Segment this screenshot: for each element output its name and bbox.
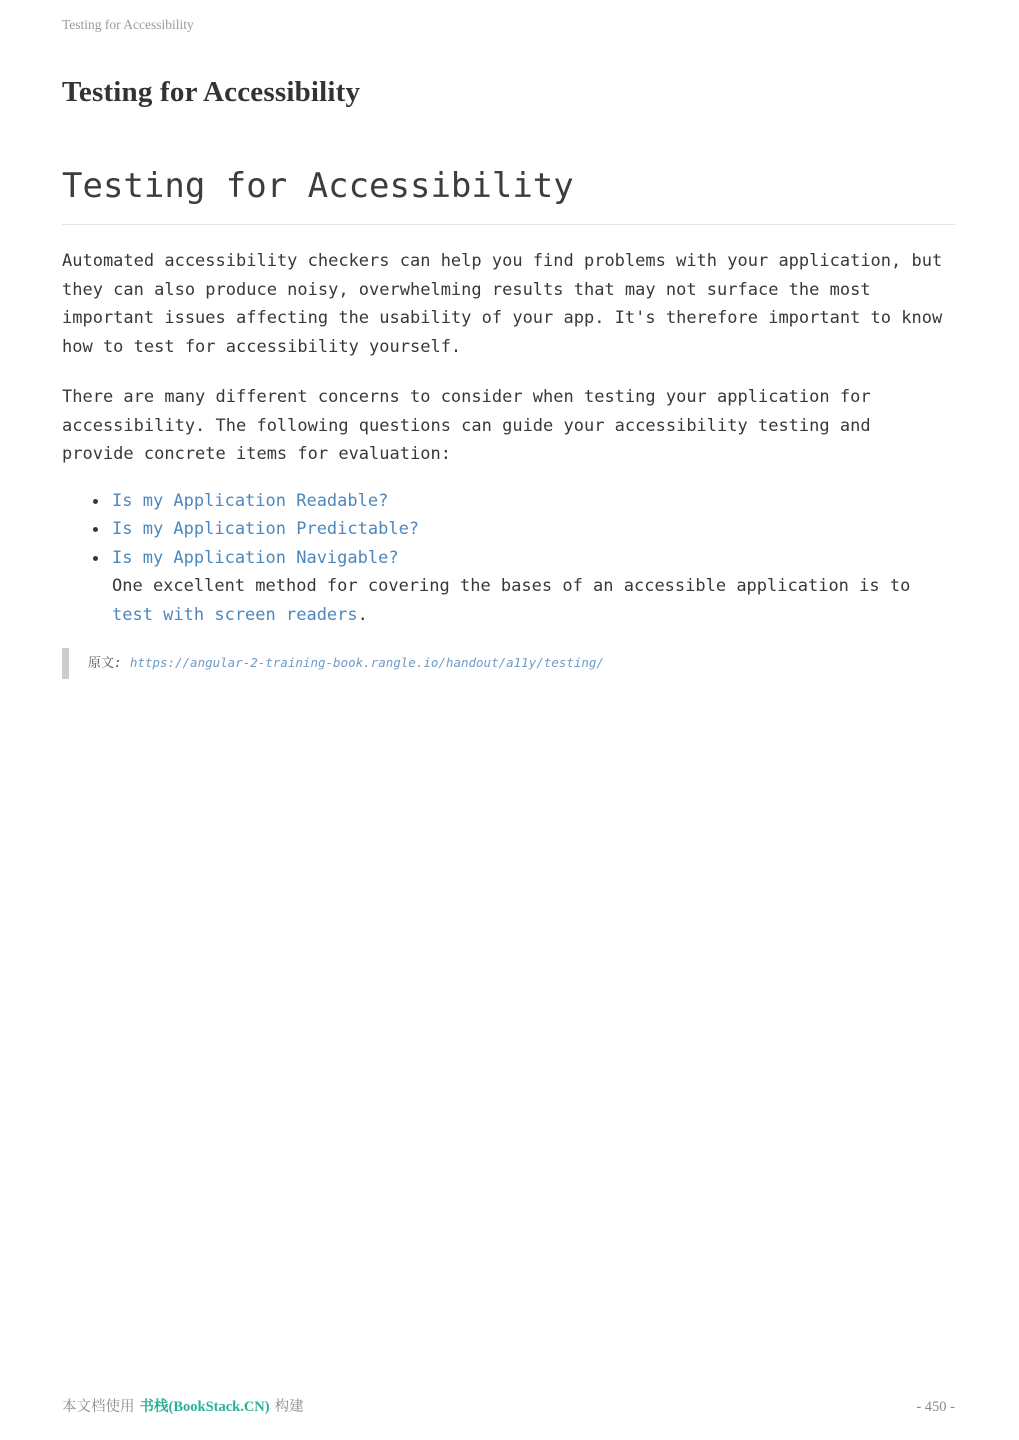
question-list	[62, 487, 955, 630]
list-item	[112, 487, 955, 516]
readable-question-link[interactable]: Is my Application Readable?	[112, 490, 389, 511]
screen-readers-link[interactable]: test with screen readers	[112, 604, 358, 625]
section-heading: Testing for Accessibility	[62, 164, 955, 225]
note-line	[112, 601, 955, 630]
paragraph-line: how to test for accessibility yourself.	[62, 336, 462, 357]
bookstack-link[interactable]: 书栈(BookStack.CN)	[139, 1399, 270, 1415]
footer-credit-suffix: 构建	[274, 1399, 304, 1415]
predictable-question-link[interactable]: Is my Application Predictable?	[112, 519, 420, 539]
source-colon: :	[114, 656, 122, 671]
list-item	[112, 544, 955, 630]
running-header: Testing for Accessibility	[62, 17, 194, 32]
paragraph-line: they can also produce noisy, overwhelming results that may not surface the most	[62, 279, 871, 300]
paragraph-line: Automated accessibility checkers can help you find problems with your application, but	[62, 251, 943, 271]
list-item	[112, 515, 955, 544]
page-footer	[62, 1395, 955, 1416]
paragraph-line: important issues affecting the usability of your app. It's therefore important to know	[62, 308, 943, 328]
note-period: .	[357, 604, 368, 625]
navigable-question-link[interactable]: Is my Application Navigable?	[112, 547, 399, 568]
paragraph-line: There are many different concerns to consider when testing your application for	[62, 387, 871, 407]
footer-credit-prefix: 本文档使用	[62, 1399, 135, 1415]
source-url-link[interactable]: https://angular-2-training-book.rangle.io/handout/a11y/testing/	[129, 655, 604, 670]
footer-credit	[62, 1395, 304, 1416]
source-quote	[62, 648, 955, 679]
paragraph-line: provide concrete items for evaluation:	[62, 444, 451, 464]
source-label: 原文	[88, 656, 115, 671]
paragraph-2	[62, 383, 955, 469]
page-title: Testing for Accessibility	[62, 76, 361, 108]
paragraph-1	[62, 247, 955, 361]
page-content	[0, 0, 1019, 679]
paragraph-line: accessibility. The following questions can guide your accessibility testing and	[62, 415, 871, 436]
page-number: - 450 -	[916, 1399, 955, 1415]
note-text: One excellent method for covering the bases of an accessible application is to	[112, 576, 911, 596]
